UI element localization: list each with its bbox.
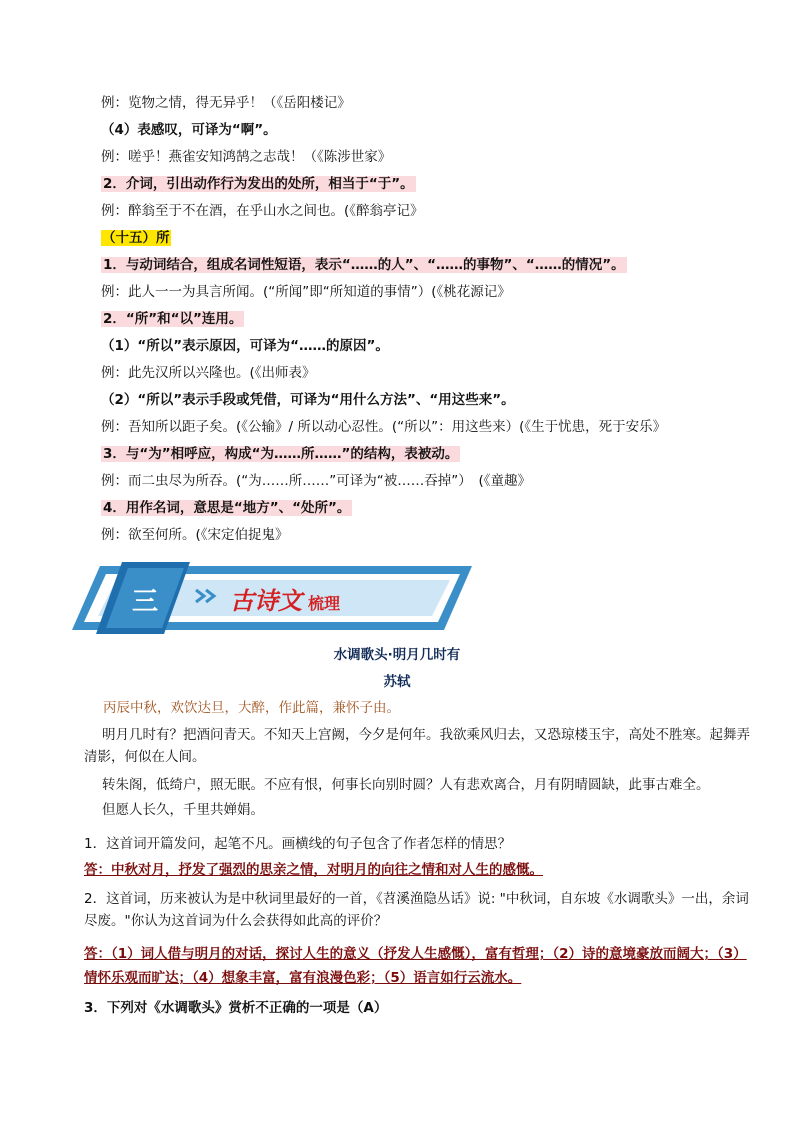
question-2: 2．这首词，历来被认为是中秋词里最好的一首，《苕溪渔隐丛话》说: "中秋词，自东坡《水调歌头》一出，余词尽废。"你认为这首词为什么会获得如此高的评价？ (84, 891, 749, 929)
rule-heading (101, 309, 244, 329)
banner-title-big: 古诗文 (230, 586, 302, 615)
poem-preface: 丙辰中秋，欢饮达旦，大醉，作此篇，兼怀子由。 (103, 700, 400, 716)
rule-heading (101, 174, 416, 194)
answer-2: 答：（1）词人借与明月的对话，探讨人生的意义（抒发人生感慨），富有哲理；（2）诗的意境豪放而阔大；（3）情怀乐观而旷达；（4）想象丰富，富有浪漫色彩；（5）语言如行云流水。 (84, 946, 747, 986)
highlighted-text: （十五）所 (102, 230, 170, 246)
example-line: 例：此人一一为具言所闻。(“所闻”即“所知道的事情”）(《桃花源记》 (101, 284, 511, 300)
banner-number: 三 (131, 587, 159, 617)
rule-line: （2）“所以”表示手段或凭借，可译为“用什么方法”、“用这些来”。 (101, 392, 515, 408)
question-3: 3．下列对《水调歌头》赏析不正确的一项是（A） (84, 1000, 388, 1016)
section-heading (101, 228, 171, 248)
highlighted-text: 2．介词，引出动作行为发出的处所，相当于“于”。 (103, 176, 414, 192)
example-line: 例：醉翁至于不在酒，在乎山水之间也。(《醉翁亭记》 (101, 203, 424, 219)
example-line: 例：览物之情，得无异乎！（《岳阳楼记》 (101, 95, 351, 111)
example-line: 例：吾知所以距子矣。(《公输》/ 所以动心忍性。(“所以”：用这些来）(《生于忧患，死于安乐》 (101, 419, 667, 435)
poem-stanza: 明月几时有？把酒问青天。不知天上宫阙，今夕是何年。我欲乘风归去，又恐琼楼玉宇，高处不胜寒。起舞弄清影，何似在人间。 (84, 727, 750, 765)
section-banner (72, 560, 472, 636)
highlighted-text: 1．与动词结合，组成名词性短语，表示“……的人”、“……的事物”、“……的情况”。 (103, 257, 625, 273)
poem-stanza: 转朱阁，低绮户，照无眠。不应有恨，何事长向别时圆？人有悲欢离合，月有阴晴圆缺，此事古难全。 (102, 777, 710, 793)
poem-stanza: 但愿人长久，千里共婵娟。 (102, 802, 264, 818)
example-line: 例：嗟乎！燕雀安知鸿鹄之志哉！（《陈涉世家》 (101, 149, 392, 165)
example-line: 例：此先汉所以兴隆也。(《出师表》 (101, 365, 316, 381)
highlighted-text: 3．与“为”相呼应，构成“为……所……”的结构，表被动。 (103, 446, 459, 462)
rule-line: （1）“所以”表示原因，可译为“……的原因”。 (101, 338, 389, 354)
example-line: 例：而二虫尽为所吞。(“为……所……”可译为“被……吞掉”） (《童趣》 (101, 473, 532, 489)
banner-title-small: 梳理 (308, 594, 341, 613)
rule-heading (101, 255, 627, 275)
highlighted-text: 2．“所”和“以”连用。 (103, 311, 243, 327)
example-line: 例：欲至何所。(《宋定伯捉鬼》 (101, 527, 289, 543)
poem-title: 水调歌头·明月几时有 (333, 647, 461, 663)
question-1: 1．这首词开篇发问，起笔不凡。画横线的句子包含了作者怎样的情思？ (84, 836, 512, 852)
rule-heading (101, 498, 352, 518)
poem-author: 苏轼 (383, 674, 411, 690)
answer-1: 答：中秋对月，抒发了强烈的思亲之情，对明月的向往之情和对人生的感慨。 (84, 862, 543, 878)
rule-line: （4）表感叹，可译为“啊”。 (101, 122, 277, 138)
rule-heading (101, 444, 460, 464)
highlighted-text: 4．用作名词，意思是“地方”、“处所”。 (103, 500, 351, 516)
